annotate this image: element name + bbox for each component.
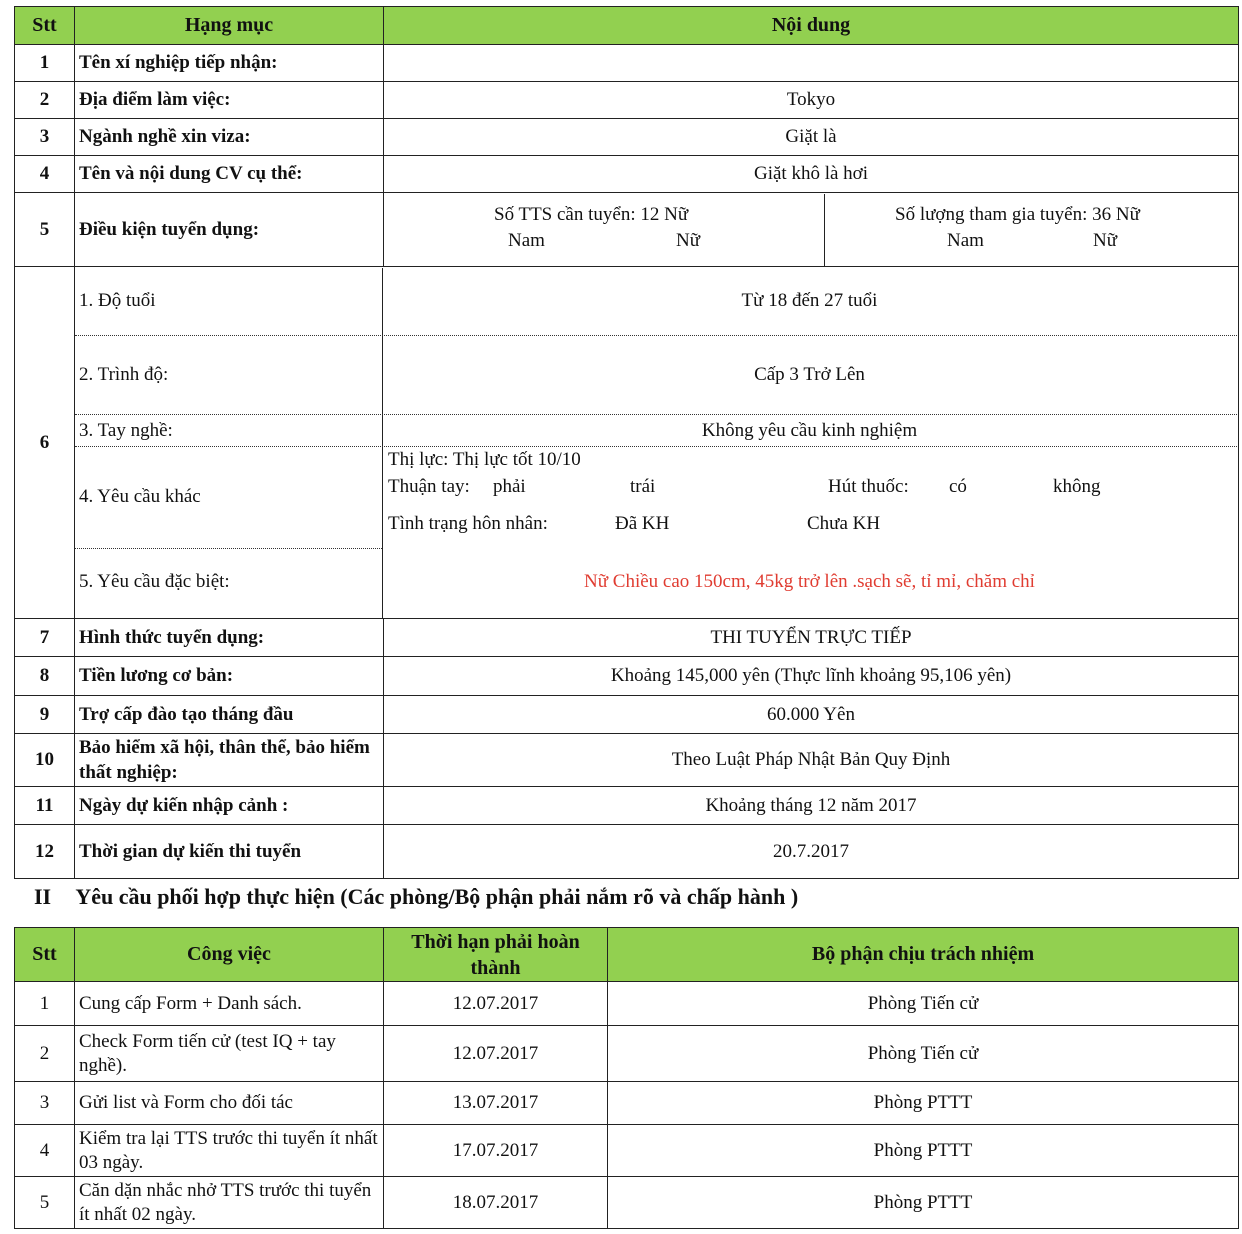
row-value bbox=[384, 45, 1239, 82]
header-deadline: Thời hạn phải hoàn thành bbox=[384, 928, 608, 982]
task: Gửi list và Form cho đối tác bbox=[75, 1082, 384, 1125]
handedness-label: Thuận tay: bbox=[388, 475, 470, 497]
education-label: 2. Trình độ: bbox=[79, 363, 169, 385]
recruitment-table bbox=[14, 6, 1239, 879]
table-row bbox=[15, 45, 1239, 82]
table-row bbox=[15, 1125, 1239, 1177]
conditions-divider bbox=[824, 194, 825, 266]
row-label: Điều kiện tuyển dụng: bbox=[75, 193, 384, 267]
other-label: 4. Yêu cầu khác bbox=[79, 485, 201, 507]
row-number: 9 bbox=[15, 696, 75, 734]
header-stt: Stt bbox=[15, 7, 75, 45]
smoking-no: không bbox=[1053, 475, 1101, 497]
eyesight: Thị lực: Thị lực tốt 10/10 bbox=[388, 448, 581, 470]
row-number: 3 bbox=[15, 1082, 75, 1125]
special-value: Nữ Chiều cao 150cm, 45kg trở lên .sạch sẽ, tỉ mỉ, chăm chỉ bbox=[584, 570, 1035, 592]
row-value: Tokyo bbox=[384, 82, 1239, 119]
row-value: THI TUYỂN TRỰC TIẾP bbox=[384, 619, 1239, 657]
age-value: Từ 18 đến 27 tuổi bbox=[741, 289, 878, 311]
task: Check Form tiến cử (test IQ + tay nghề). bbox=[75, 1026, 384, 1082]
owner: Phòng PTTT bbox=[608, 1125, 1239, 1177]
row-number: 1 bbox=[15, 982, 75, 1026]
section-heading bbox=[34, 884, 798, 910]
participating-male-label: Nam bbox=[947, 229, 984, 251]
row-label: Tên và nội dung CV cụ thể: bbox=[75, 156, 384, 193]
skill-label: 3. Tay nghề: bbox=[79, 419, 173, 441]
row-number: 11 bbox=[15, 787, 75, 825]
row-label: Tiền lương cơ bản: bbox=[75, 657, 384, 696]
header-category: Hạng mục bbox=[75, 7, 384, 45]
required-female-label: Nữ bbox=[676, 229, 701, 251]
row-value: Giặt là bbox=[384, 119, 1239, 156]
header-owner: Bộ phận chịu trách nhiệm bbox=[608, 928, 1239, 982]
task: Cung cấp Form + Danh sách. bbox=[75, 982, 384, 1026]
row-value: Giặt khô là hơi bbox=[384, 156, 1239, 193]
table-row bbox=[15, 1082, 1239, 1125]
row-number: 4 bbox=[15, 156, 75, 193]
row-number: 7 bbox=[15, 619, 75, 657]
separator bbox=[75, 335, 1237, 336]
row-value: 20.7.2017 bbox=[384, 825, 1239, 879]
separator bbox=[75, 414, 1237, 415]
row-label: Bảo hiểm xã hội, thân thể, bảo hiểm thất nghiệp: bbox=[75, 734, 384, 787]
row-value: Theo Luật Pháp Nhật Bản Quy Định bbox=[384, 734, 1239, 787]
participating-trainees: Số lượng tham gia tuyển: 36 Nữ bbox=[895, 203, 1140, 225]
deadline: 12.07.2017 bbox=[384, 982, 608, 1026]
section-title: Yêu cầu phối hợp thực hiện (Các phòng/Bộ phận phải nắm rõ và chấp hành ) bbox=[75, 884, 799, 909]
smoking-yes: có bbox=[949, 475, 967, 497]
row-label: Hình thức tuyển dụng: bbox=[75, 619, 384, 657]
table-row bbox=[15, 696, 1239, 734]
marital-label: Tình trạng hôn nhân: bbox=[388, 512, 548, 534]
row-label: Tên xí nghiệp tiếp nhận: bbox=[75, 45, 384, 82]
smoking-label: Hút thuốc: bbox=[828, 475, 909, 497]
row-number: 3 bbox=[15, 119, 75, 156]
required-male-label: Nam bbox=[508, 229, 545, 251]
deadline: 18.07.2017 bbox=[384, 1177, 608, 1229]
section-number: II bbox=[34, 884, 52, 909]
row-label: Thời gian dự kiến thi tuyển bbox=[75, 825, 384, 879]
row-number: 8 bbox=[15, 657, 75, 696]
requirements-divider bbox=[382, 268, 383, 618]
table-row bbox=[15, 734, 1239, 787]
handedness-right: phải bbox=[493, 475, 526, 497]
participating-female-label: Nữ bbox=[1093, 229, 1118, 251]
row-number: 5 bbox=[15, 1177, 75, 1229]
table-header bbox=[15, 928, 1239, 982]
row-label: Ngành nghề xin viza: bbox=[75, 119, 384, 156]
owner: Phòng PTTT bbox=[608, 1082, 1239, 1125]
row-number: 1 bbox=[15, 45, 75, 82]
table-row bbox=[15, 657, 1239, 696]
task: Căn dặn nhắc nhở TTS trước thi tuyển ít nhất 02 ngày. bbox=[75, 1177, 384, 1229]
deadline: 13.07.2017 bbox=[384, 1082, 608, 1125]
table-row bbox=[15, 787, 1239, 825]
coordination-table bbox=[14, 927, 1239, 1229]
separator bbox=[75, 548, 382, 549]
table-row bbox=[15, 1177, 1239, 1229]
row-number: 12 bbox=[15, 825, 75, 879]
row-number: 5 bbox=[15, 193, 75, 267]
separator bbox=[75, 446, 1237, 447]
table-row bbox=[15, 119, 1239, 156]
task: Kiểm tra lại TTS trước thi tuyển ít nhất 03 ngày. bbox=[75, 1125, 384, 1177]
row-value: 60.000 Yên bbox=[384, 696, 1239, 734]
skill-value: Không yêu cầu kinh nghiệm bbox=[701, 419, 918, 441]
header-task: Công việc bbox=[75, 928, 384, 982]
table-row bbox=[15, 1026, 1239, 1082]
handedness-left: trái bbox=[630, 475, 656, 497]
table-row bbox=[15, 825, 1239, 879]
header-stt: Stt bbox=[15, 928, 75, 982]
row-number: 2 bbox=[15, 82, 75, 119]
owner: Phòng Tiến cử bbox=[608, 1026, 1239, 1082]
deadline: 12.07.2017 bbox=[384, 1026, 608, 1082]
owner: Phòng PTTT bbox=[608, 1177, 1239, 1229]
requirements-cell bbox=[75, 267, 1239, 619]
conditions-cell bbox=[384, 193, 1239, 267]
row-number: 2 bbox=[15, 1026, 75, 1082]
owner: Phòng Tiến cử bbox=[608, 982, 1239, 1026]
row-value: Khoảng tháng 12 năm 2017 bbox=[384, 787, 1239, 825]
age-label: 1. Độ tuổi bbox=[79, 289, 156, 311]
marital-married: Đã KH bbox=[615, 512, 670, 534]
row-label: Địa điểm làm việc: bbox=[75, 82, 384, 119]
header-content: Nội dung bbox=[384, 7, 1239, 45]
table-row bbox=[15, 82, 1239, 119]
row-label: Trợ cấp đào tạo tháng đầu bbox=[75, 696, 384, 734]
recruitment-conditions-row bbox=[15, 193, 1239, 267]
row-number: 10 bbox=[15, 734, 75, 787]
deadline: 17.07.2017 bbox=[384, 1125, 608, 1177]
table-row bbox=[15, 156, 1239, 193]
row-number: 4 bbox=[15, 1125, 75, 1177]
table-header bbox=[15, 7, 1239, 45]
required-trainees: Số TTS cần tuyển: 12 Nữ bbox=[494, 203, 689, 225]
row-label: Ngày dự kiến nhập cảnh : bbox=[75, 787, 384, 825]
special-label: 5. Yêu cầu đặc biệt: bbox=[79, 570, 230, 592]
row-number: 6 bbox=[15, 267, 75, 619]
requirements-row bbox=[15, 267, 1239, 619]
table-row bbox=[15, 982, 1239, 1026]
row-value: Khoảng 145,000 yên (Thực lĩnh khoảng 95,106 yên) bbox=[384, 657, 1239, 696]
education-value: Cấp 3 Trở Lên bbox=[754, 363, 865, 385]
table-row bbox=[15, 619, 1239, 657]
marital-single: Chưa KH bbox=[807, 512, 881, 534]
